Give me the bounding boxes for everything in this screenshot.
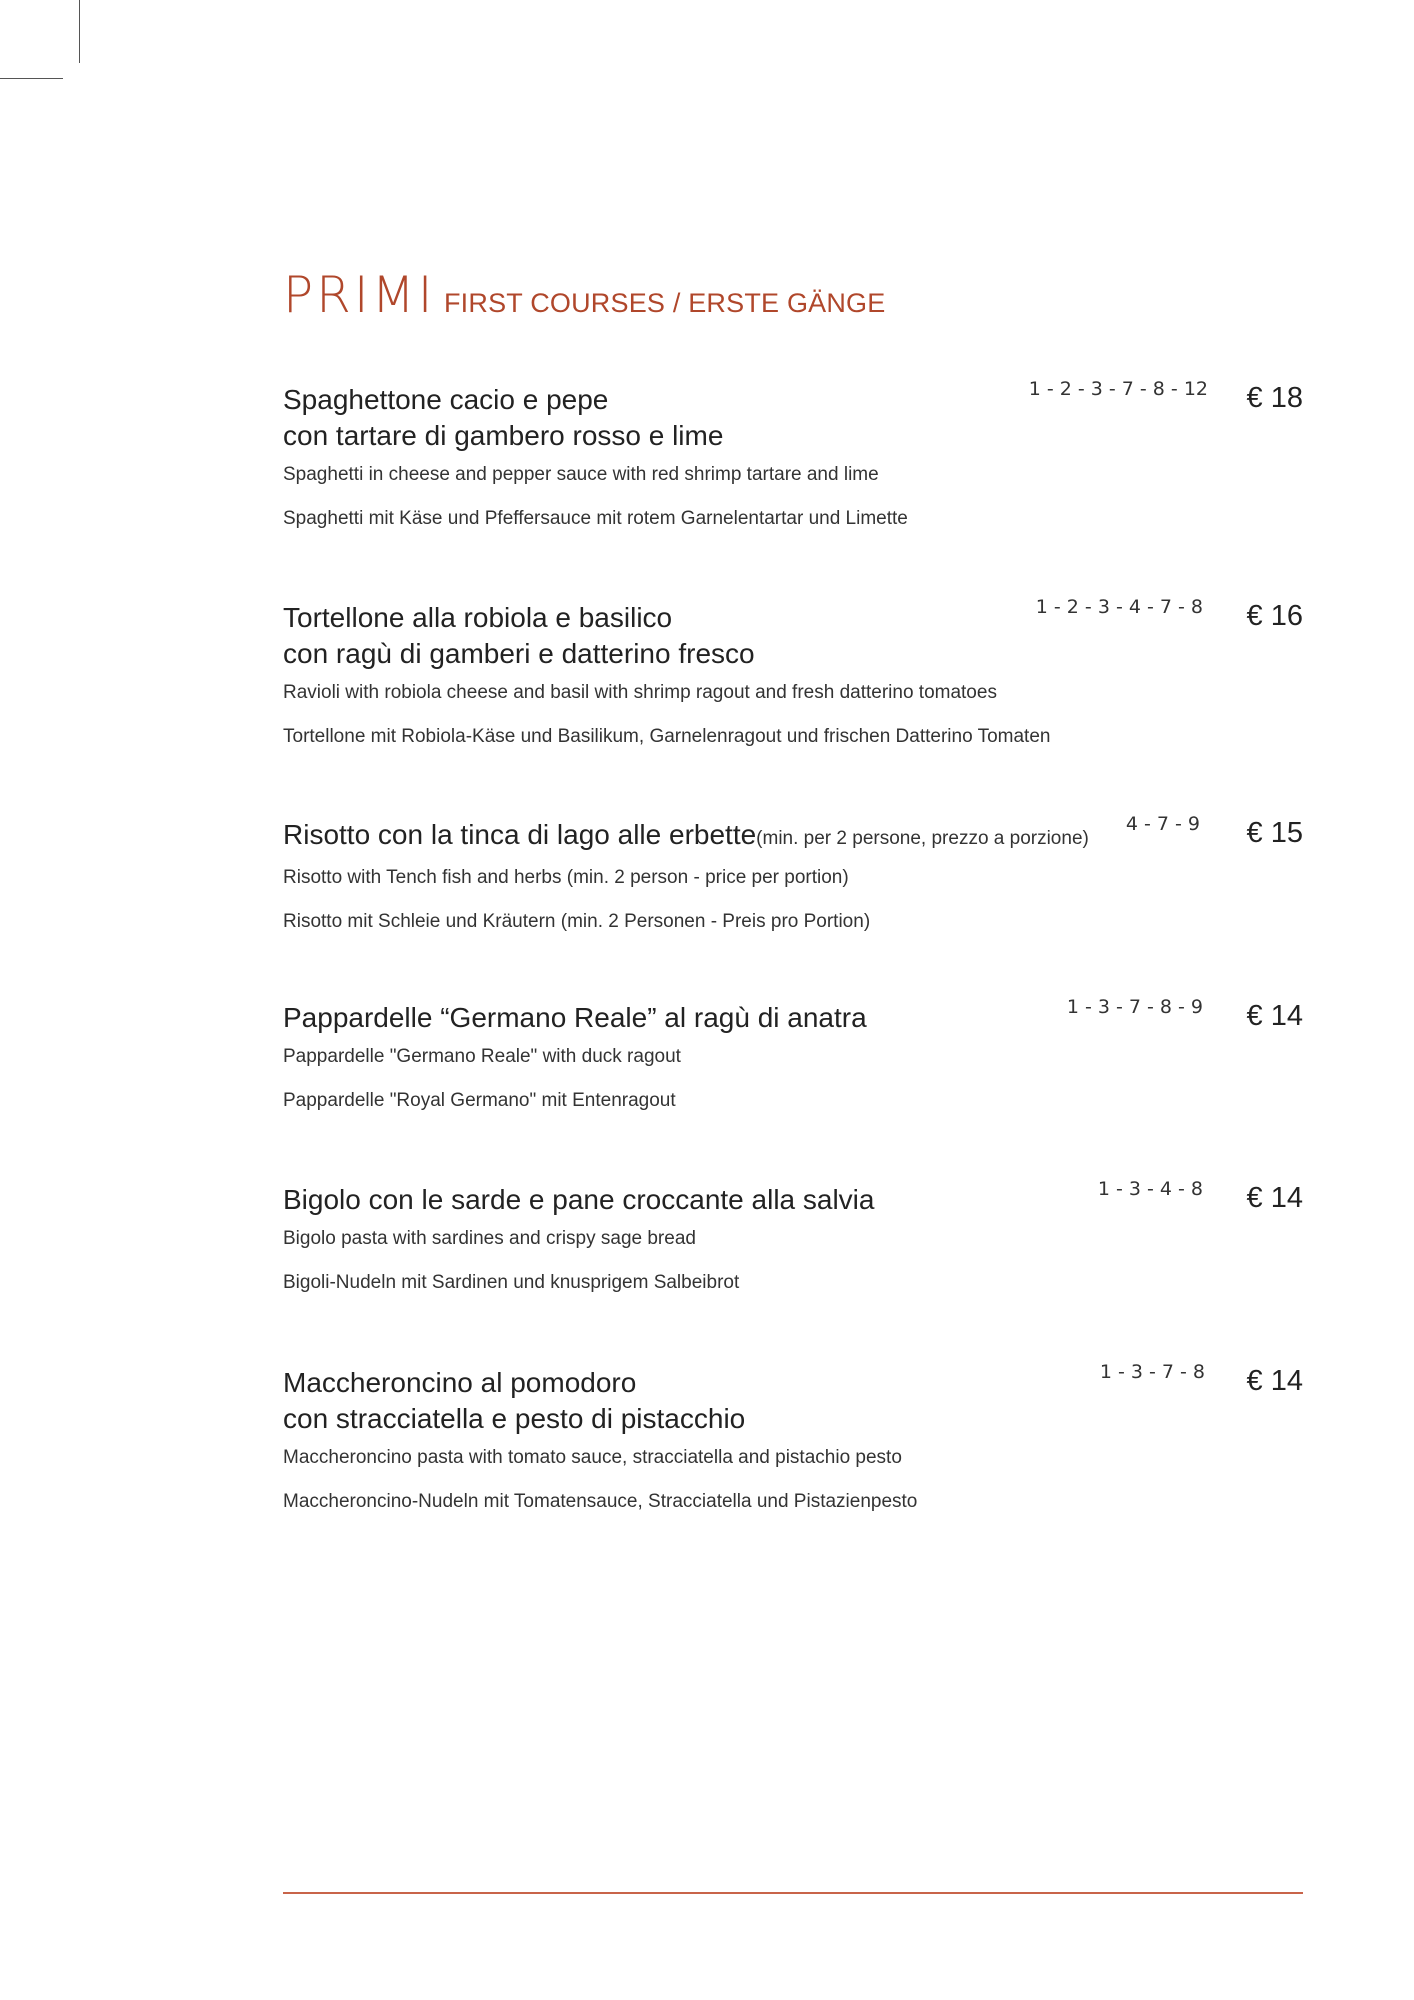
dish-description-de: Risotto mit Schleie und Kräutern (min. 2 Personen - Preis pro Portion)	[283, 911, 871, 932]
crop-mark-vertical	[79, 0, 80, 63]
dish-description-en: Maccheroncino pasta with tomato sauce, stracciatella and pistachio pesto	[283, 1447, 902, 1468]
crop-mark-horizontal	[0, 78, 63, 79]
menu-item-maccheroncino	[283, 1361, 1303, 1514]
dish-price: € 16	[1246, 600, 1303, 632]
dish-price: € 14	[1246, 1000, 1303, 1032]
menu-item-tortellone	[283, 596, 1303, 749]
allergen-codes: 1 - 2 - 3 - 7 - 8 - 12	[1028, 378, 1208, 400]
dish-price: € 15	[1246, 817, 1303, 849]
allergen-codes: 1 - 3 - 4 - 8	[1097, 1178, 1203, 1200]
dish-description-en: Pappardelle "Germano Reale" with duck ragout	[283, 1046, 681, 1067]
dish-name: Tortellone alla robiola e basilico con ragù di gamberi e datterino fresco	[283, 602, 755, 669]
dish-price: € 18	[1246, 382, 1303, 414]
dish-description-de: Bigoli-Nudeln mit Sardinen und knusprigem Salbeibrot	[283, 1272, 740, 1293]
allergen-codes: 4 - 7 - 9	[1125, 813, 1200, 835]
dish-description-en: Ravioli with robiola cheese and basil with shrimp ragout and fresh datterino tomatoes	[283, 682, 997, 703]
dish-name: Risotto con la tinca di lago alle erbette(min. per 2 persone, prezzo a porzione)	[283, 819, 1089, 850]
menu-item-spaghettone	[283, 378, 1303, 531]
footer-divider	[283, 1892, 1303, 1894]
dish-price: € 14	[1246, 1365, 1303, 1397]
dish-name: Pappardelle “Germano Reale” al ragù di anatra	[283, 1002, 867, 1033]
dish-description-en: Risotto with Tench fish and herbs (min. 2 person - price per portion)	[283, 867, 849, 888]
dish-description-en: Spaghetti in cheese and pepper sauce with red shrimp tartare and lime	[283, 464, 879, 485]
dish-name: Maccheroncino al pomodoro con stracciatella e pesto di pistacchio	[283, 1367, 746, 1434]
dish-price: € 14	[1246, 1182, 1303, 1214]
allergen-codes: 1 - 2 - 3 - 4 - 7 - 8	[1035, 596, 1203, 618]
dish-name: Bigolo con le sarde e pane croccante alla salvia	[283, 1184, 875, 1215]
dish-description-de: Tortellone mit Robiola-Käse und Basilikum, Garnelenragout und frischen Datterino Tomaten	[283, 726, 1051, 747]
dish-description-de: Spaghetti mit Käse und Pfeffersauce mit rotem Garnelentartar und Limette	[283, 508, 908, 529]
menu-item-risotto	[283, 813, 1303, 934]
section-heading	[283, 266, 885, 324]
section-subtitle: FIRST COURSES / ERSTE GÄNGE	[443, 288, 886, 318]
dish-note: (min. per 2 persone, prezzo a porzione)	[756, 828, 1089, 849]
allergen-codes: 1 - 3 - 7 - 8 - 9	[1066, 996, 1203, 1018]
dish-name: Spaghettone cacio e pepe con tartare di gambero rosso e lime	[283, 384, 724, 451]
dish-description-en: Bigolo pasta with sardines and crispy sage bread	[283, 1228, 696, 1249]
menu-item-bigolo	[283, 1178, 1303, 1295]
section-title: PRIMI	[283, 266, 436, 324]
allergen-codes: 1 - 3 - 7 - 8	[1099, 1361, 1205, 1383]
dish-description-de: Pappardelle "Royal Germano" mit Entenragout	[283, 1090, 676, 1111]
dish-description-de: Maccheroncino-Nudeln mit Tomatensauce, Stracciatella und Pistazienpesto	[283, 1491, 918, 1512]
menu-item-pappardelle	[283, 996, 1303, 1113]
